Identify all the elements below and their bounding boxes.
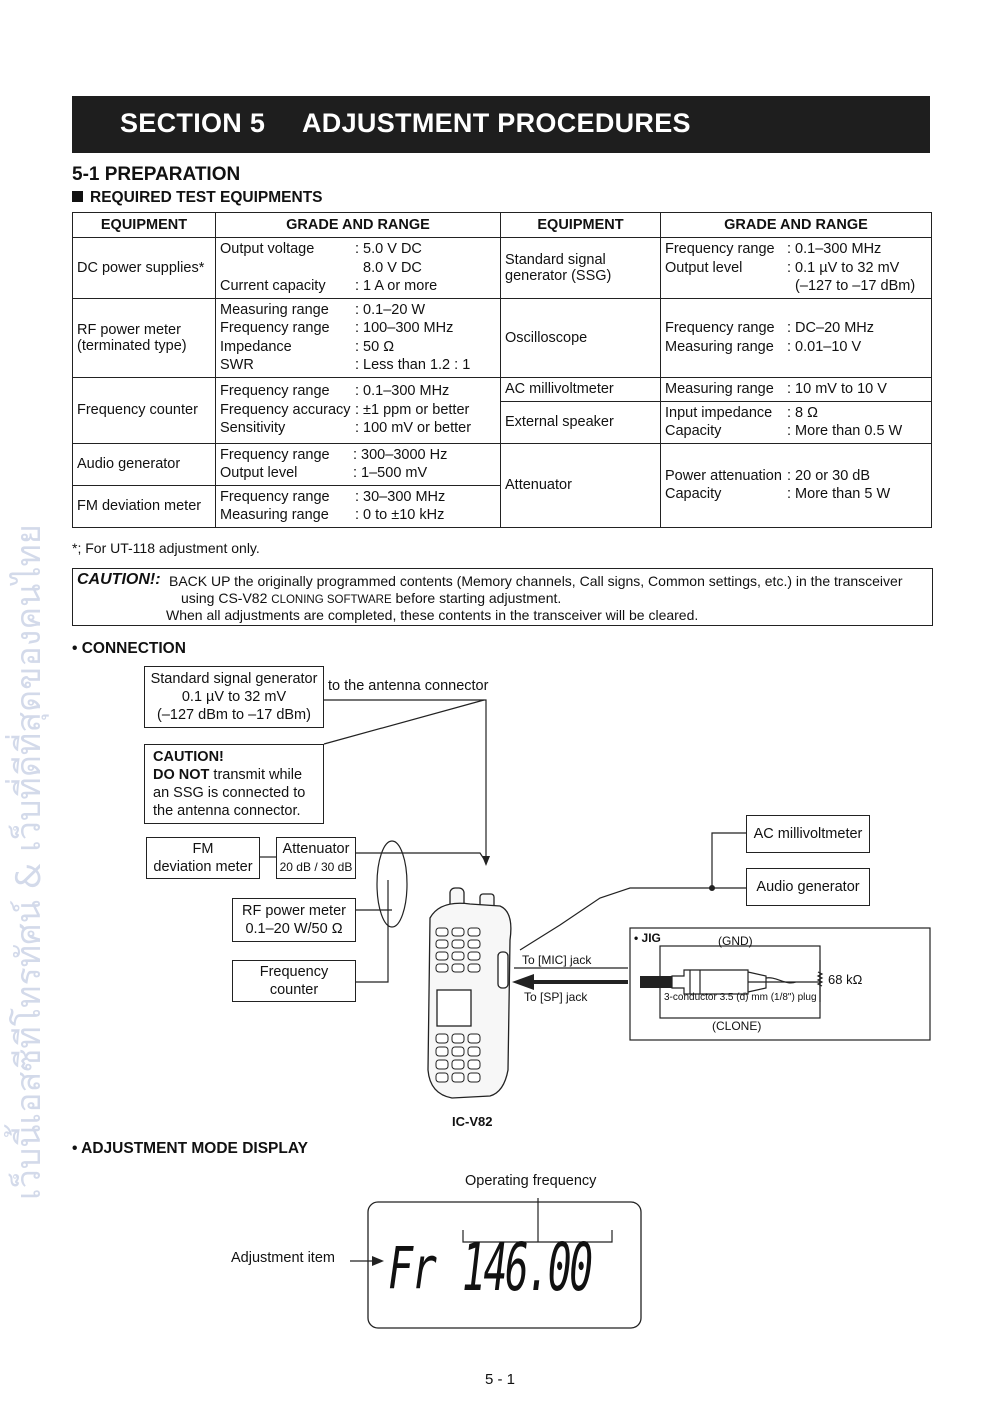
rf-power-meter-box: RF power meter 0.1–20 W/50 Ω [232,898,356,942]
col-header: GRADE AND RANGE [216,213,501,238]
col-header: GRADE AND RANGE [661,213,932,238]
section-title: ADJUSTMENT PROCEDURES [302,108,691,138]
equipment-spec: Measuring range : 0.1–20 W Frequency range : 100–300 MHz Impedance : 50 Ω SWR : Less than 1.2 : 1 [216,298,501,377]
equipment-name: RF power meter (terminated type) [73,298,216,377]
connection-heading: • CONNECTION [72,640,186,657]
col-header: EQUIPMENT [73,213,216,238]
fm-deviation-meter-box: FM deviation meter [146,837,260,879]
lcd-frequency: 146.00 [462,1229,591,1306]
to-antenna-label: to the antenna connector [328,678,489,694]
equipment-spec: Input impedance : 8 Ω Capacity : More than 0.5 W [661,401,932,443]
equipment-spec: Power attenuation : 20 or 30 dB Capacity : More than 5 W [661,443,932,527]
caution-line-2: using CS-V82 CLONING SOFTWARE before starting adjustment. [181,590,562,606]
equipment-name: Attenuator [501,443,661,527]
mic-jack-label: To [MIC] jack [522,953,592,967]
equipment-subheading-text: REQUIRED TEST EQUIPMENTS [90,189,323,206]
ac-millivoltmeter-box: AC millivoltmeter [746,815,870,853]
equipment-spec: Frequency range : DC–20 MHz Measuring range : 0.01–10 V [661,298,932,377]
attenuator-wire [356,853,486,862]
caution-line-3: When all adjustments are completed, these contents in the transceiver will be cleared. [166,607,699,623]
resistor-label: 68 kΩ [828,972,863,987]
operating-frequency-label: Operating frequency [465,1173,597,1189]
radio-model-label: IC-V82 [452,1114,493,1129]
equipment-spec: Frequency range : 0.1–300 MHz Output level : 0.1 µV to 32 mV (–127 to –17 dBm) [661,238,932,299]
jig-box [630,928,930,1040]
adjustment-item-label: Adjustment item [231,1250,335,1266]
caution-transmit-box: CAUTION! DO NOT transmit while an SSG is connected to the antenna connector. [144,744,324,824]
equipment-name: FM deviation meter [73,485,216,527]
equipment-spec: Frequency range : 30–300 MHz Measuring range : 0 to ±10 kHz [216,485,501,527]
watermark: เว็บนี้เอสซีทีโทรทัศน์ & เว็บที่ดีที่สุดของคนไทย [9,524,49,1200]
lcd-item: Fr [388,1234,436,1302]
equipment-name: External speaker [501,401,661,443]
caution-line-1: BACK UP the originally programmed contents (Memory channels, Call signs, Common settings, etc.) in the transceiver [169,573,903,589]
audio-wire [520,833,746,950]
equipment-spec: Frequency range : 300–3000 Hz Output level : 1–500 mV [216,443,501,485]
section-number: SECTION 5 [120,108,266,138]
col-header: EQUIPMENT [501,213,661,238]
equipment-spec: Measuring range : 10 mV to 10 V [661,377,932,401]
gnd-label: (GND) [718,934,753,948]
preparation-heading: 5-1 PREPARATION [72,164,241,185]
caution-label: CAUTION!: [77,571,161,588]
equipment-spec: Frequency range : 0.1–300 MHz Frequency accuracy : ±1 ppm or better Sensitivity : 100 mV or better [216,377,501,443]
attenuator-box: Attenuator 20 dB / 30 dB [276,837,356,879]
equipment-name: Oscilloscope [501,298,661,377]
display-heading: • ADJUSTMENT MODE DISPLAY [72,1140,308,1157]
equipment-name: Audio generator [73,443,216,485]
audio-generator-box: Audio generator [746,868,870,906]
equipment-name: Frequency counter [73,377,216,443]
equipment-spec: Output voltage : 5.0 V DC 8.0 V DC Current capacity : 1 A or more [216,238,501,299]
jig-label: • JIG [634,931,661,945]
page-number: 5 - 1 [485,1371,516,1388]
footnote: *; For UT-118 adjustment only. [72,540,260,556]
sp-jack-label: To [SP] jack [524,990,588,1004]
equipment-name: DC power supplies* [73,238,216,299]
frequency-counter-box: Frequency counter [232,960,356,1002]
equipment-name: AC millivoltmeter [501,377,661,401]
clone-label: (CLONE) [712,1019,762,1033]
equipment-name: Standard signal generator (SSG) [501,238,661,299]
plug-label: 3-conductor 3.5 (d) mm (1/8") plug [664,992,817,1003]
ssg-box: Standard signal generator 0.1 µV to 32 mV (–127 dBm to –17 dBm) [144,666,324,728]
